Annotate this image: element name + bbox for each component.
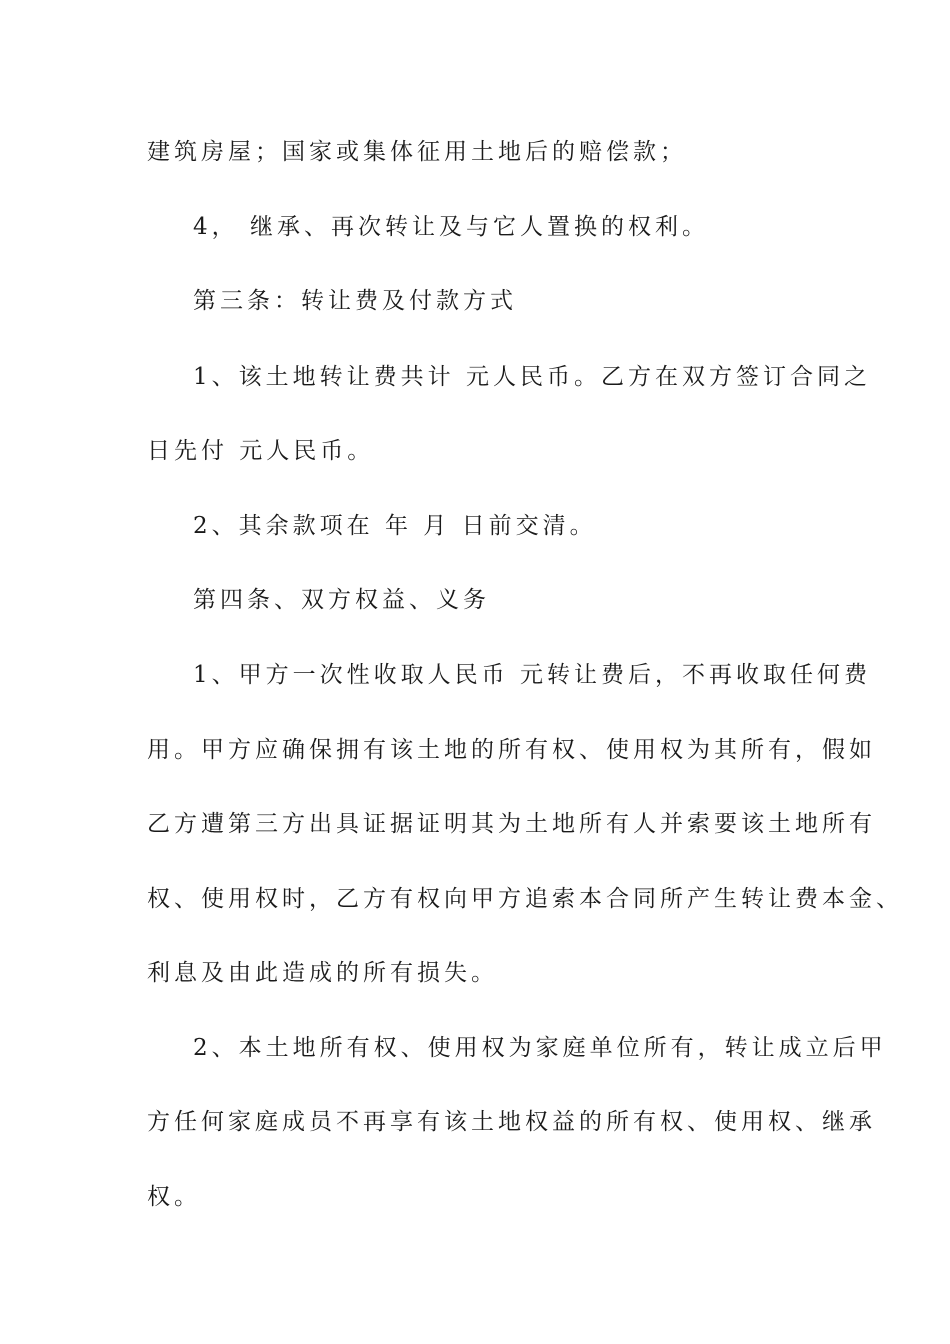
text-line: 方任何家庭成员不再享有该土地权益的所有权、使用权、继承: [147, 1109, 876, 1135]
list-item-4: 4， 继承、再次转让及与它人置换的权利。: [193, 214, 709, 240]
text-line: 权。: [147, 1184, 201, 1210]
text-line: 建筑房屋；国家或集体征用土地后的赔偿款；: [147, 139, 687, 165]
text-line: 2、其余款项在 年 月 日前交清。: [193, 513, 597, 539]
text-line: 2、本土地所有权、使用权为家庭单位所有，转让成立后甲: [193, 1035, 887, 1061]
text-line: 1、甲方一次性收取人民币 元转让费后，不再收取任何费: [193, 662, 871, 688]
text-line: 1、该土地转让费共计 元人民币。乙方在双方签订合同之: [193, 364, 871, 390]
text-line: 利息及由此造成的所有损失。: [147, 960, 498, 986]
text-line: 乙方遭第三方出具证据证明其为土地所有人并索要该土地所有: [147, 811, 876, 837]
article-3-heading: 第三条：转让费及付款方式: [193, 288, 517, 314]
text-line: 用。甲方应确保拥有该土地的所有权、使用权为其所有，假如: [147, 737, 876, 763]
text-line: 权、使用权时，乙方有权向甲方追索本合同所产生转让费本金、: [147, 886, 903, 912]
text-line: 日先付 元人民币。: [147, 438, 375, 464]
article-4-heading: 第四条、双方权益、义务: [193, 587, 490, 613]
